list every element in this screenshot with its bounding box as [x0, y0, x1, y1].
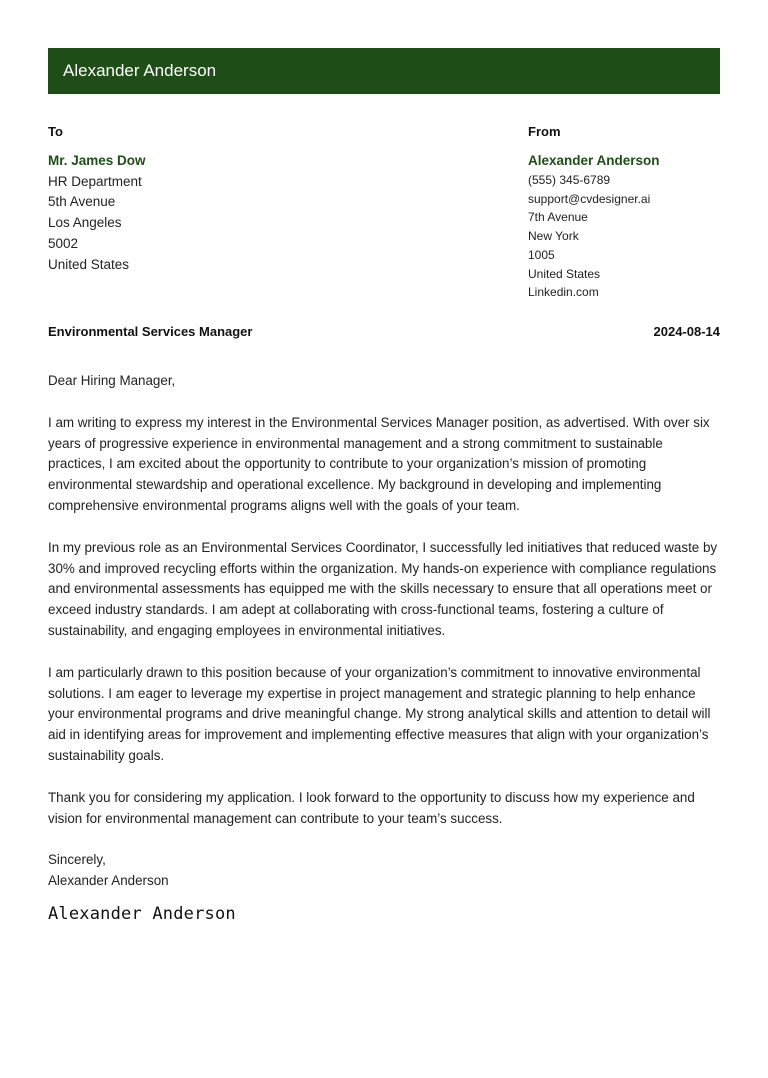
recipient-line: HR Department [48, 173, 142, 189]
body-paragraph: Thank you for considering my application. I look forward to the opportunity to discuss how my experience and vision for environmental management can contribute to your team’s success. [48, 789, 695, 826]
closing-name: Alexander Anderson [48, 873, 169, 889]
sender-name: Alexander Anderson [528, 153, 660, 168]
salutation: Dear Hiring Manager, [48, 373, 176, 388]
letter-date: 2024-08-14 [653, 324, 720, 339]
from-heading: From [528, 124, 561, 139]
letter-body [48, 371, 720, 892]
recipient-line: 5002 [48, 235, 79, 251]
body-paragraph: I am writing to express my interest in the Environmental Services Manager position, as advertised. With over six years of progressive experience in environmental management and a strong commitment to sustainable practices, I am excited about the opportunity to contribute to your organization’s mission of promoting environmental stewardship and operational excellence. My background in developing and implementing comprehensive environmental programs aligns well with the goals of your team. [48, 414, 710, 513]
recipient-line: Los Angeles [48, 215, 122, 231]
recipient-line: United States [48, 256, 130, 272]
sender-address [528, 151, 660, 302]
recipient-line: 5th Avenue [48, 194, 116, 210]
body-paragraph: I am particularly drawn to this position because of your organization’s commitment to innovative environmental solutions. I am eager to leverage my expertise in project management and strategic planning to help enhance your environmental programs and drive meaningful change. My strong analytical skills and attention to detail will aid in identifying areas for improvement and implementing effective measures that align with your organization’s sustainability goals. [48, 664, 711, 763]
body-paragraph: In my previous role as an Environmental Services Coordinator, I successfully led initiatives that reduced waste by 30% and improved recycling efforts within the organization. My hands-on experience with compliance regulations and environmental assessments has equipped me with the skills necessary to ensure that all operations meet or exceed industry standards. I am adept at collaborating with cross-functional teams, fostering a culture of sustainability, and engaging employees in environmental initiatives. [48, 539, 718, 638]
to-heading: To [48, 124, 63, 139]
closing: Sincerely, [48, 852, 106, 868]
header-bar [48, 48, 720, 94]
recipient-address [48, 151, 146, 275]
signature: Alexander Anderson [48, 904, 236, 924]
header-name: Alexander Anderson [63, 61, 217, 80]
sender-linkedin: Linkedin.com [528, 285, 599, 300]
sender-line: 1005 [528, 247, 555, 262]
subject-title: Environmental Services Manager [48, 324, 253, 339]
sender-line: 7th Avenue [528, 210, 588, 225]
subject-row [48, 324, 720, 339]
sender-email: support@cvdesigner.ai [528, 191, 651, 206]
sender-line: New York [528, 229, 579, 244]
sender-phone: (555) 345-6789 [528, 173, 611, 187]
recipient-name: Mr. James Dow [48, 153, 146, 168]
sender-line: United States [528, 266, 601, 281]
